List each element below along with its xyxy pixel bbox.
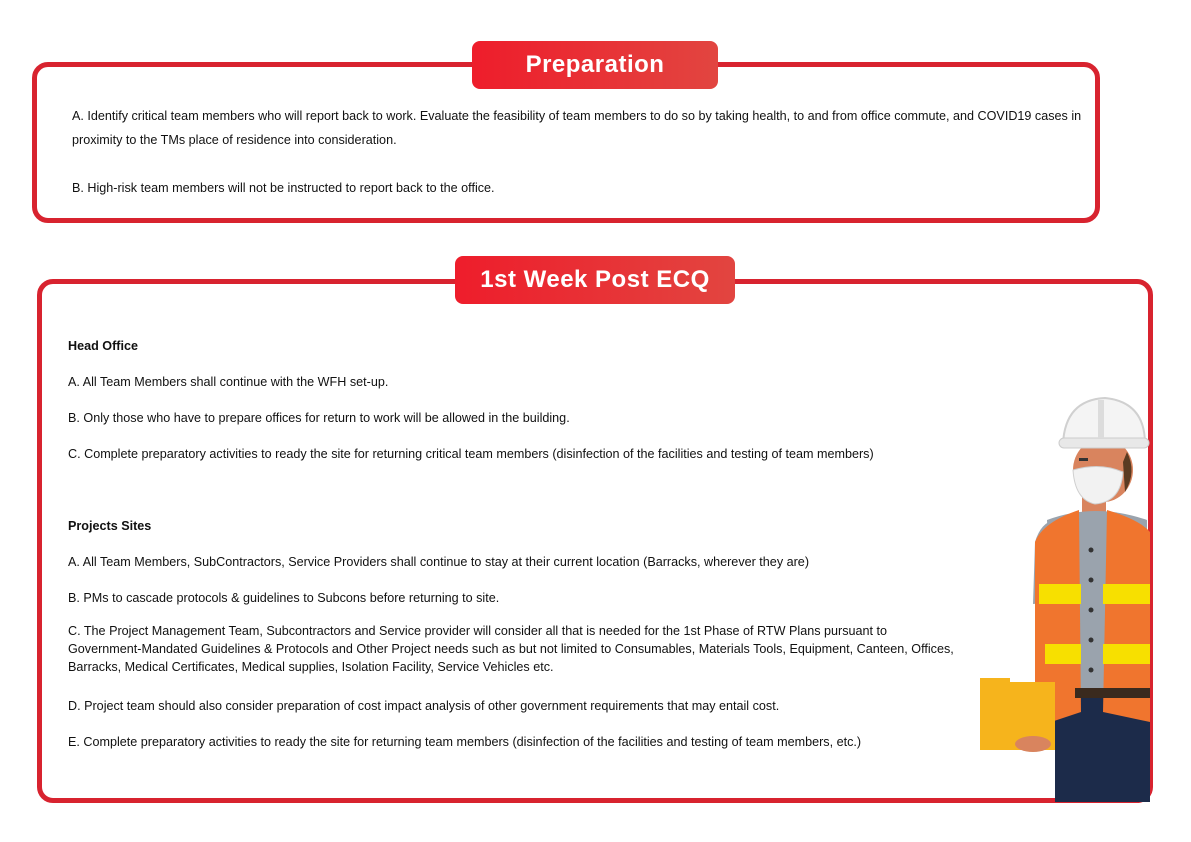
preparation-title: Preparation: [472, 41, 718, 89]
project-sites-item-b: B. PMs to cascade protocols & guidelines to Subcons before returning to site.: [68, 591, 500, 605]
button: [1089, 638, 1094, 643]
reflective-stripe: [1103, 584, 1150, 604]
head-office-item-a: A. All Team Members shall continue with the WFH set-up.: [68, 375, 389, 389]
week1-title: 1st Week Post ECQ: [455, 256, 735, 304]
hand: [1015, 736, 1051, 752]
project-sites-item-c-line1: C. The Project Management Team, Subcontractors and Service provider will consider all that is needed for the 1st Phase of RTW Plans pursuant to: [68, 624, 888, 638]
project-sites-item-c-line2: Government-Mandated Guidelines & Protocols and Other Project needs such as but not limited to Consumables, Materials Tools, Equipment, Canteen, Offices,: [68, 642, 954, 656]
head-office-item-c: C. Complete preparatory activities to ready the site for returning critical team members (disinfection of the facilities and testing of team members): [68, 447, 874, 461]
button: [1089, 608, 1094, 613]
eye: [1079, 458, 1088, 461]
head-office-item-b: B. Only those who have to prepare offices for return to work will be allowed in the building.: [68, 411, 570, 425]
project-sites-item-e: E. Complete preparatory activities to ready the site for returning team members (disinfection of the facilities and testing of team members, etc.): [68, 735, 862, 749]
project-sites-item-a: A. All Team Members, SubContractors, Service Providers shall continue to stay at their current location (Barracks, wherever they are): [68, 555, 810, 569]
hard-hat-brim: [1059, 438, 1149, 448]
head-office-heading: Head Office: [68, 339, 138, 353]
preparation-item-b: B. High-risk team members will not be instructed to report back to the office.: [72, 181, 495, 195]
preparation-item-a: A. Identify critical team members who will report back to work. Evaluate the feasibility of team members to do so by taking health, to and from office commute, and COVID19 cases in proximity to the TMs place of residence into consideration.: [72, 109, 1082, 147]
reflective-stripe: [1045, 644, 1081, 664]
button: [1089, 668, 1094, 673]
button: [1089, 548, 1094, 553]
belt: [1075, 688, 1150, 698]
reflective-stripe: [1103, 644, 1150, 664]
folder-tab: [980, 678, 1010, 686]
reflective-stripe: [1039, 584, 1081, 604]
construction-worker-illustration: [975, 392, 1155, 802]
project-sites-item-d: D. Project team should also consider preparation of cost impact analysis of other government requirements that may entail cost.: [68, 699, 780, 713]
button: [1089, 578, 1094, 583]
project-sites-item-c-line3: Barracks, Medical Certificates, Medical supplies, Isolation Facility, Service Vehicles etc.: [68, 660, 554, 674]
project-sites-heading: Projects Sites: [68, 519, 152, 533]
